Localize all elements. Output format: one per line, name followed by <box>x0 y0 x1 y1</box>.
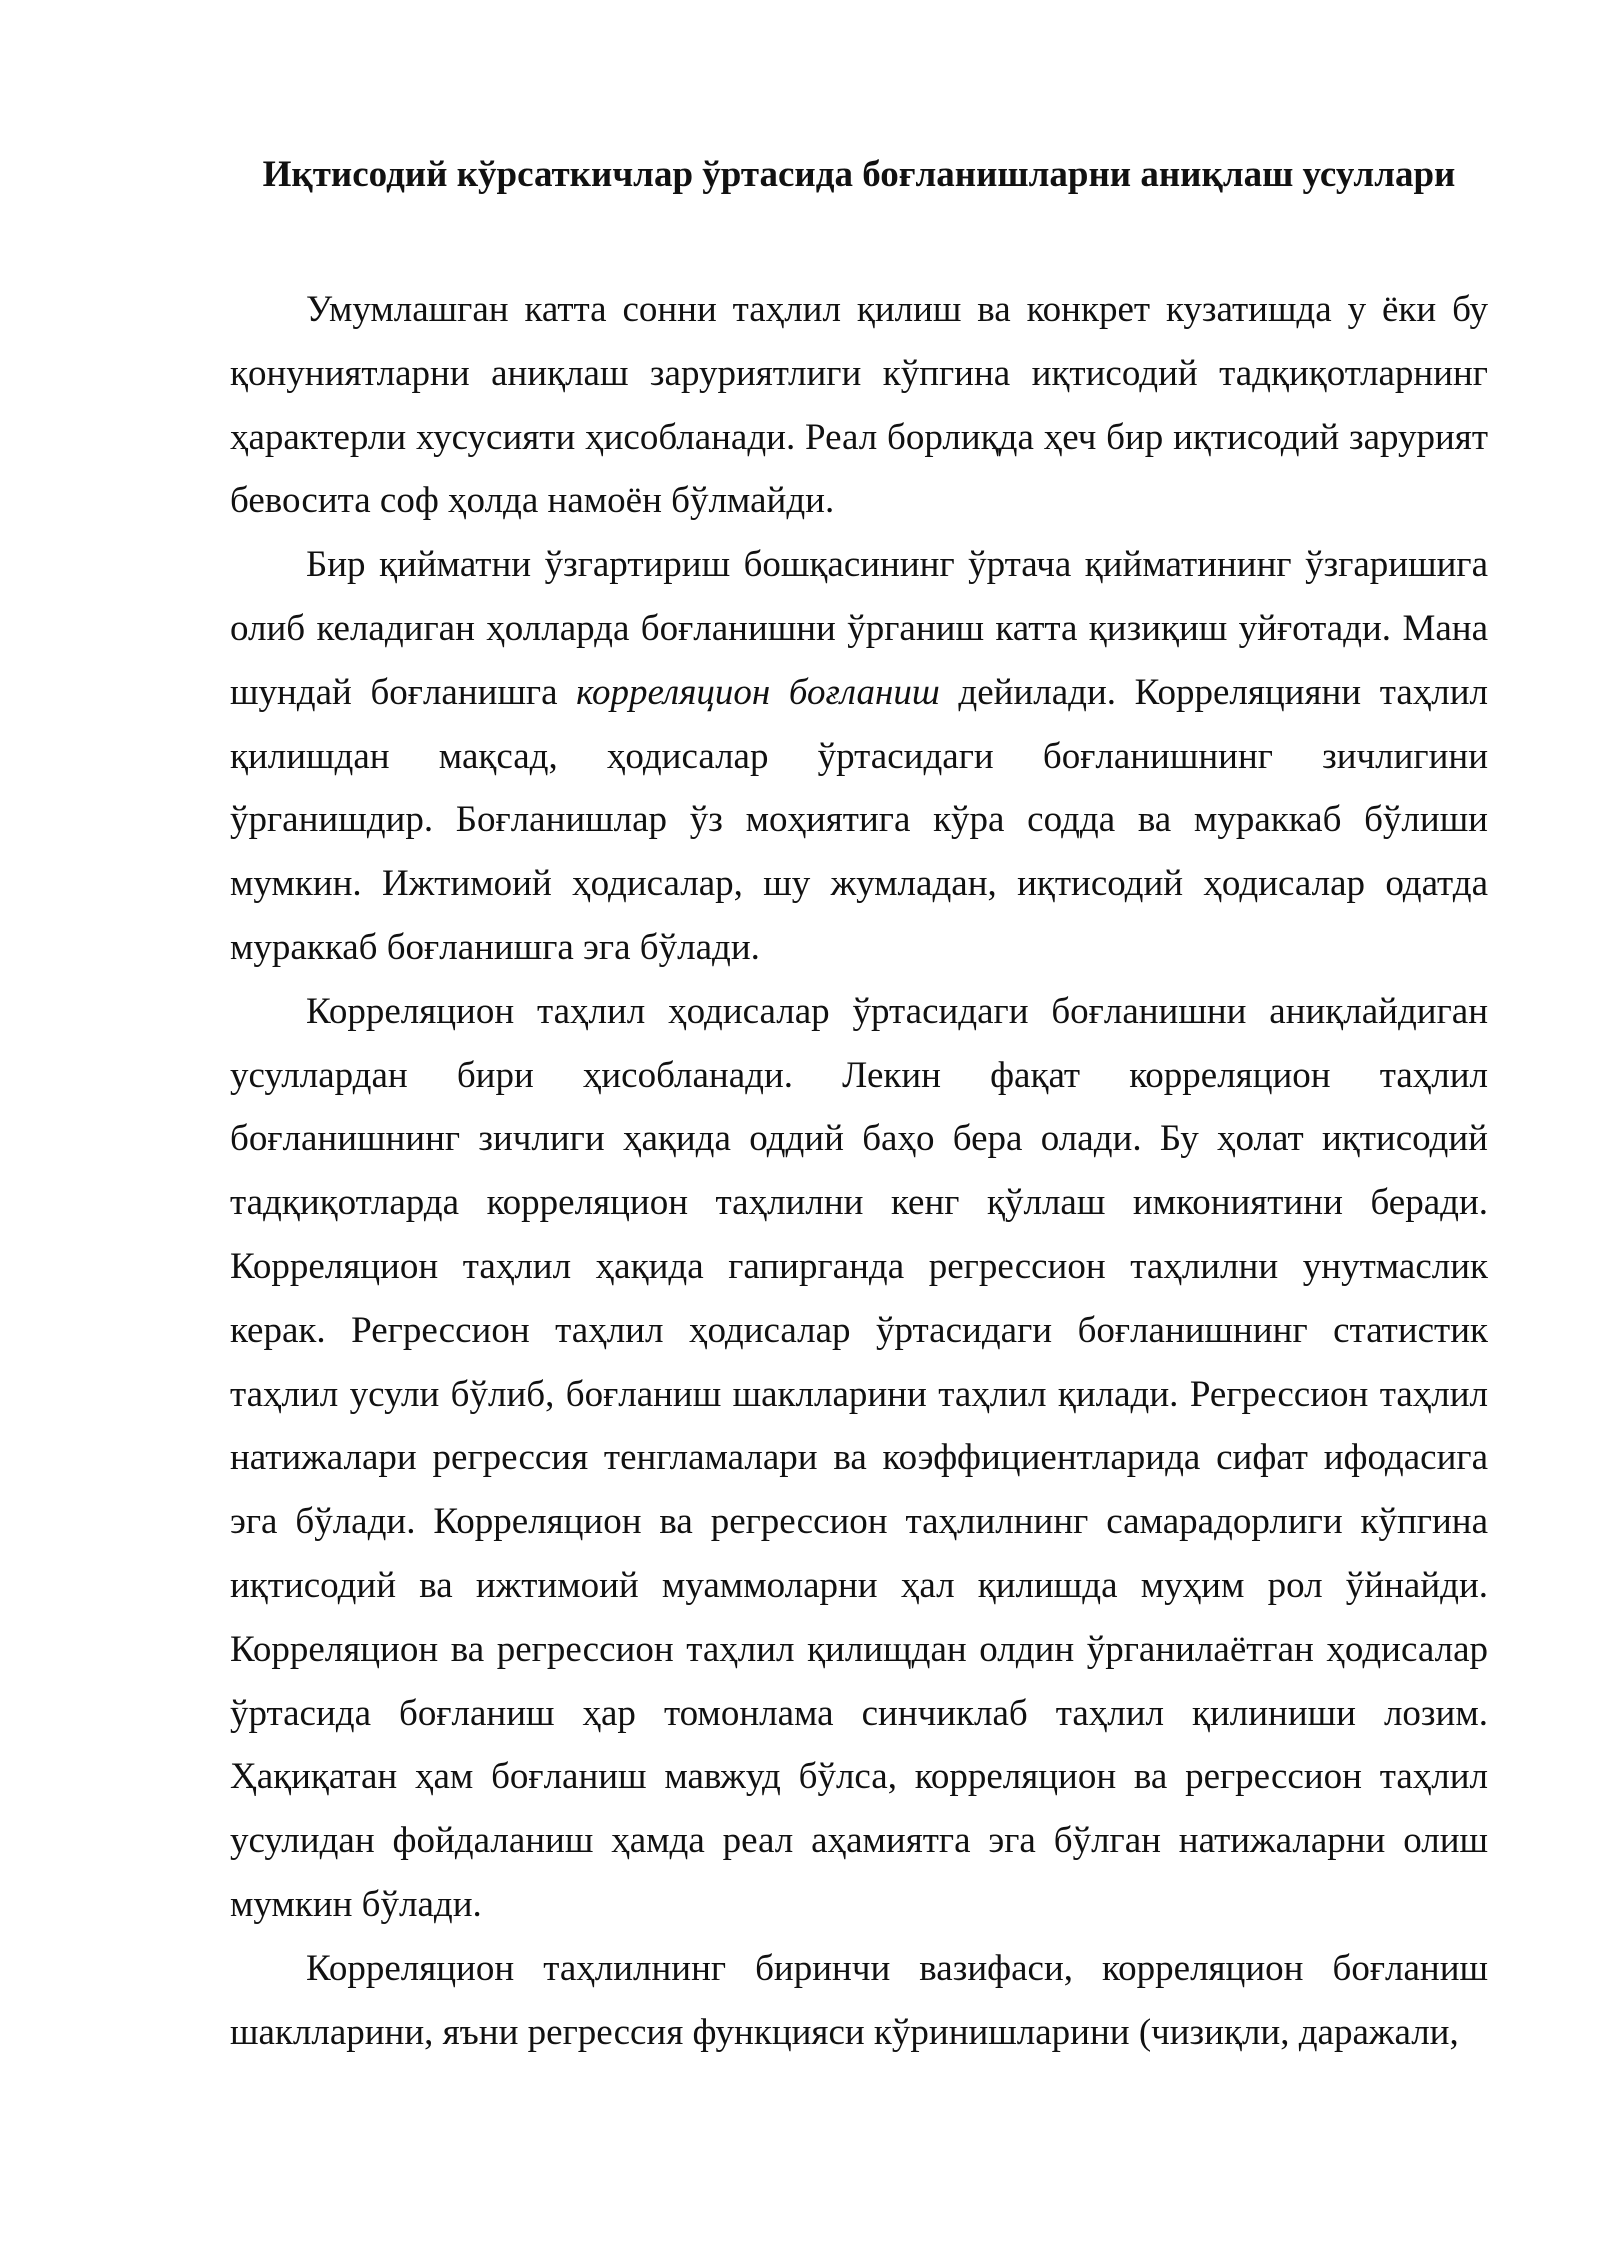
paragraph-2-emphasis: корреляцион боғланиш <box>576 671 940 713</box>
paragraph-4: Корреляцион таҳлилнинг биринчи вазифаси, корреляцион боғланиш шаклларини, яъни регрессия функцияси кўринишларини (чизиқли, даражали, <box>230 1947 1488 2053</box>
paragraph-2 <box>230 533 1488 980</box>
paragraph-2-text-after: дейилади. Корреляцияни таҳлил қилишдан мақсад, ҳодисалар ўртасидаги боғланишнинг зичлигини ўрганишдир. Боғланишлар ўз моҳиятига кўра содда ва мураккаб бўлиши мумкин. Ижтимоий ҳодисалар, шу жумладан, иқтисодий ҳодисалар одатда мураккаб боғланишга эга бўлади. <box>230 671 1488 968</box>
document-body <box>230 278 1488 2064</box>
paragraph-3: Корреляцион таҳлил ҳодисалар ўртасидаги боғланишни аниқлайдиган усуллардан бири ҳисобланади. Лекин фақат корреляцион таҳлил боғланишнинг зичлиги ҳақида оддий баҳо бера олади. Бу ҳолат иқтисодий тадқиқотларда корреляцион таҳлилни кенг қўллаш имкониятини беради. Корреляцион таҳлил ҳақида гапирганда регрессион таҳлилни унутмаслик керак. Регрессион таҳлил ҳодисалар ўртасидаги боғланишнинг статистик таҳлил усули бўлиб, боғланиш шаклларини таҳлил қилади. Регрессион таҳлил натижалари регрессия тенгламалари ва коэффициентларида сифат ифодасига эга бўлади. Корреляцион ва регрессион таҳлилнинг самарадорлиги кўпгина иқтисодий ва ижтимоий муаммоларни ҳал қилишда муҳим рол ўйнайди. Корреляцион ва регрессион таҳлил қилищдан олдин ўрганилаётган ҳодисалар ўртасида боғланиш ҳар томонлама синчиклаб таҳлил қилиниши лозим. Ҳақиқатан ҳам боғланиш мавжуд бўлса, корреляцион ва регрессион таҳлил усулидан фойдаланиш ҳамда реал аҳамиятга эга бўлган натижаларни олиш мумкин бўлади. <box>230 990 1488 1925</box>
paragraph-2-text-before: Бир қийматни ўзгартириш бошқасининг ўртача қийматининг ўзгаришига олиб келадиган ҳолларда боғланишни ўрганиш катта қизиқиш уйғотади. Мана шундай боғланишга <box>230 544 1488 713</box>
paragraph-1: Умумлашган катта сонни таҳлил қилиш ва конкрет кузатишда у ёки бу қонуниятларни аниқлаш заруриятлиги кўпгина иқтисодий тадқиқотларнинг ҳарактерли хусусияти ҳисобланади. Реал борлиқда ҳеч бир иқтисодий зарурият бевосита соф ҳолда намоён бўлмайди. <box>230 289 1488 522</box>
document-title: Иқтисодий кўрсаткичлар ўртасида боғланишларни аниқлаш усуллари <box>262 154 1456 195</box>
